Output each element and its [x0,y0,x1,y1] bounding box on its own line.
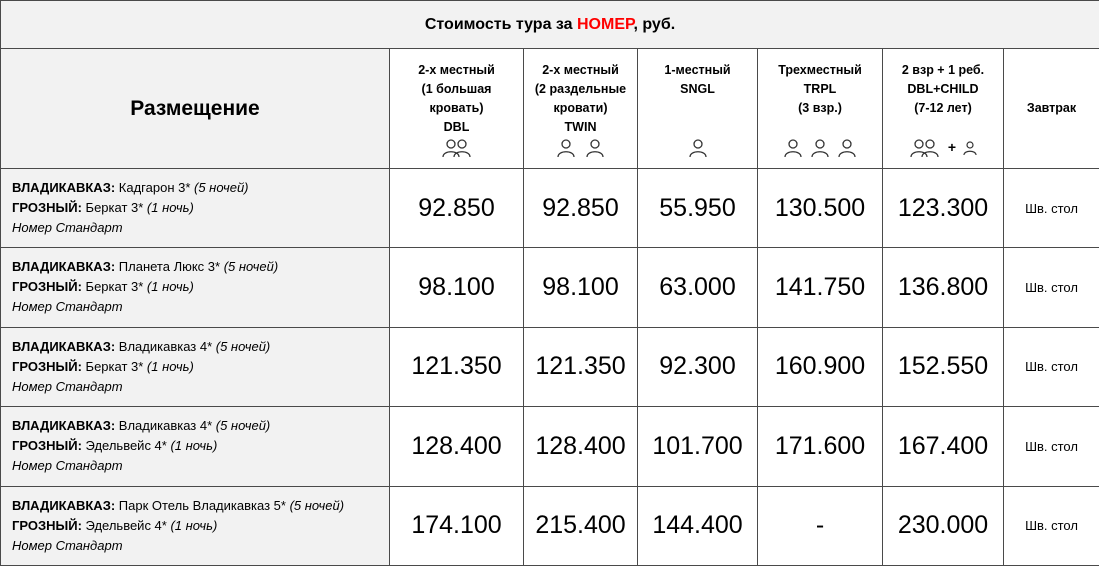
city2-line [12,198,389,218]
placement-header: Размещение [1,49,390,169]
col-header-line: кровать) [429,101,484,116]
price-sngl: 101.700 [638,407,758,486]
nights-count: (5 ночей) [215,338,271,354]
city2-line [12,277,389,297]
city-label: ГРОЗНЫЙ: [12,438,82,454]
placement-cell [1,248,390,327]
room-type-text: Номер Стандарт [12,378,123,394]
city-label: ГРОЗНЫЙ: [12,358,82,374]
city-label: ГРОЗНЫЙ: [12,517,82,533]
price-sngl: 55.950 [638,168,758,247]
city-label: ВЛАДИКАВКАЗ: [12,497,116,513]
price-dbl-child: 123.300 [883,168,1004,247]
price-dbl: 174.100 [390,486,524,566]
city-label: ВЛАДИКАВКАЗ: [12,418,116,434]
placement-cell [1,407,390,486]
breakfast-value: Шв. стол [1004,168,1099,247]
col-header-line: 2 взр + 1 реб. [901,63,985,78]
person-icon [689,138,707,158]
room-type [12,297,389,317]
price-dbl-child: 136.800 [883,248,1004,327]
col-header-line: (2 раздельные [534,82,627,97]
dbl-occupancy-icons [390,138,523,160]
price-dbl: 98.100 [390,248,524,327]
price-twin: 215.400 [524,486,638,566]
price-dbl: 128.400 [390,407,524,486]
price-twin: 92.850 [524,168,638,247]
city-label: ВЛАДИКАВКАЗ: [12,338,116,354]
table-row [1,248,1099,327]
nights-count: (5 ночей) [289,497,345,513]
room-type [12,456,389,476]
person-icon [784,138,802,158]
city-label: ГРОЗНЫЙ: [12,200,82,216]
price-sngl: 144.400 [638,486,758,566]
title-suffix: , руб. [633,15,676,33]
hotel-name: Беркат 3* [81,200,147,216]
price-sngl: 63.000 [638,248,758,327]
city1-line [12,496,389,516]
city-label: ГРОЗНЫЙ: [12,279,82,295]
nights-count: (1 ночь) [170,517,218,533]
price-trpl: 171.600 [758,407,883,486]
table-row [1,327,1099,406]
col-header-line: (3 взр.) [798,101,842,116]
price-twin: 121.350 [524,327,638,406]
room-type [12,536,389,556]
price-trpl: 160.900 [758,327,883,406]
nights-count: (5 ночей) [215,418,271,434]
room-type-text: Номер Стандарт [12,458,123,474]
col-header-line: 2-х местный [542,63,619,78]
hotel-name: Кадгарон 3* [115,180,195,196]
table-row [1,486,1099,566]
price-dbl: 121.350 [390,327,524,406]
dbl-child-occupancy-icons [883,138,1003,160]
nights-count: (5 ночей) [223,259,279,275]
sngl-occupancy-icons [638,138,757,160]
city-label: ВЛАДИКАВКАЗ: [12,259,116,275]
breakfast-value: Шв. стол [1004,248,1099,327]
col-header-line: 1-местный [664,63,731,78]
price-trpl: 130.500 [758,168,883,247]
hotel-name: Эдельвейс 4* [81,517,171,533]
col-header-line: TRPL [803,82,837,97]
person-icon [811,138,829,158]
breakfast-value: Шв. стол [1004,327,1099,406]
col-header-line: кровати) [553,101,608,116]
trpl-occupancy-icons [758,138,882,160]
two-persons-icon [441,138,473,158]
col-header-dbl [390,49,524,169]
nights-count: (1 ночь) [146,279,194,295]
placement-cell [1,486,390,566]
col-header-line: 2-х местный [418,63,495,78]
col-header-line: SNGL [680,82,715,97]
hotel-name: Эдельвейс 4* [81,438,171,454]
price-dbl-child: 167.400 [883,407,1004,486]
person-icon [586,138,604,158]
placement-cell [1,327,390,406]
room-type [12,377,389,397]
city1-line [12,416,389,436]
price-dbl-child: 230.000 [883,486,1004,566]
col-header-trpl [758,49,883,169]
city1-line [12,337,389,357]
col-header-sngl [638,49,758,169]
breakfast-value: Шв. стол [1004,407,1099,486]
col-header-line: (7-12 лет) [914,101,972,116]
table-row [1,168,1099,247]
twin-occupancy-icons [524,138,637,160]
room-type-text: Номер Стандарт [12,537,123,553]
table-row [1,407,1099,486]
city2-line [12,516,389,536]
col-header-dbl-child [883,49,1004,169]
table-title [1,1,1099,49]
hotel-name: Беркат 3* [81,279,147,295]
nights-count: (1 ночь) [146,358,194,374]
nights-count: (1 ночь) [170,438,218,454]
title-accent: НОМЕР [577,15,634,33]
placement-cell [1,168,390,247]
plus-sign: + [947,139,957,156]
person-icon [557,138,575,158]
city1-line [12,257,389,277]
breakfast-value: Шв. стол [1004,486,1099,566]
city2-line [12,436,389,456]
room-type-text: Номер Стандарт [12,299,123,315]
price-sngl: 92.300 [638,327,758,406]
price-dbl-child: 152.550 [883,327,1004,406]
hotel-name: Беркат 3* [81,358,147,374]
hotel-name: Владикавказ 4* [115,418,216,434]
col-header-line: DBL [443,120,470,135]
hotel-name: Планета Люкс 3* [115,259,224,275]
col-header-line: (1 большая [421,82,492,97]
price-trpl: - [758,486,883,566]
col-header-line: TWIN [564,120,597,135]
child-icon [963,140,977,156]
price-dbl: 92.850 [390,168,524,247]
nights-count: (5 ночей) [194,180,249,196]
room-type-text: Номер Стандарт [12,220,123,236]
col-header-twin [524,49,638,169]
nights-count: (1 ночь) [146,200,194,216]
col-header-line: DBL+CHILD [907,82,979,97]
person-icon [838,138,856,158]
hotel-name: Владикавказ 4* [115,338,216,354]
price-twin: 128.400 [524,407,638,486]
room-type [12,218,389,238]
col-header-line: Трехместный [778,63,862,78]
city2-line [12,357,389,377]
col-header-breakfast: Завтрак [1004,49,1099,169]
city1-line [12,178,389,198]
city-label: ВЛАДИКАВКАЗ: [12,180,116,196]
two-persons-icon [909,138,941,158]
title-prefix: Стоимость тура за [424,15,577,33]
hotel-name: Парк Отель Владикавказ 5* [115,497,290,513]
price-twin: 98.100 [524,248,638,327]
price-trpl: 141.750 [758,248,883,327]
